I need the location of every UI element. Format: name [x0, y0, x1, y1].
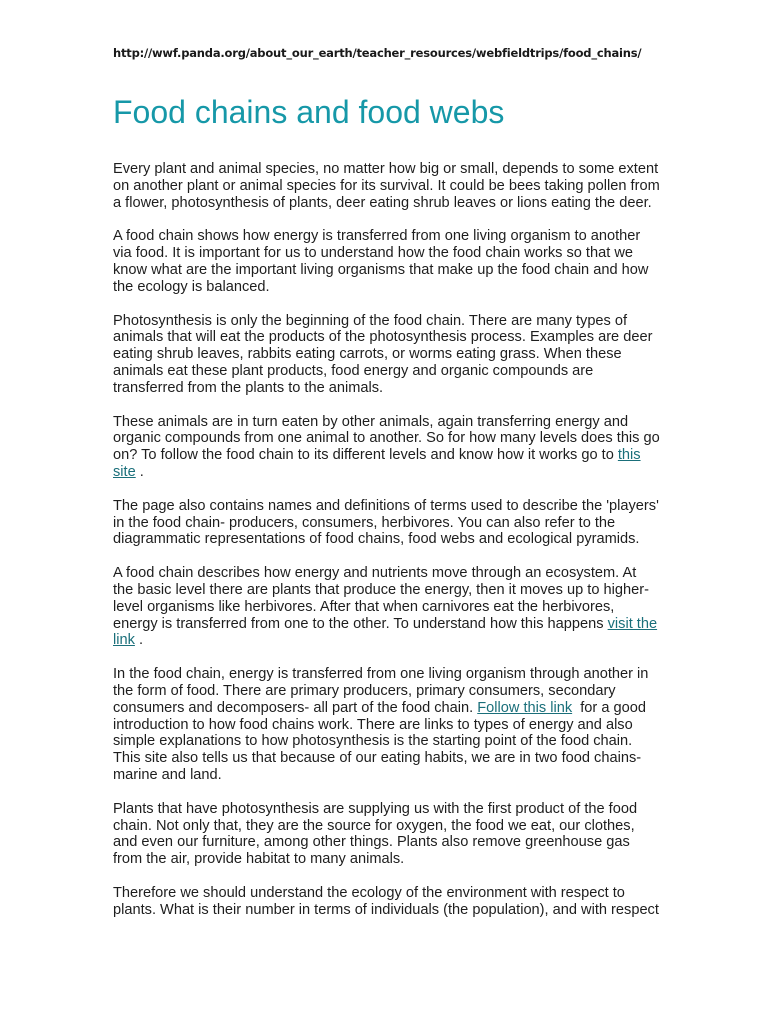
text-line: the form of food. There are primary producers, primary consumers, secondary [113, 682, 616, 699]
text-line: Plants that have photosynthesis are supplying us with the first product of the food [113, 800, 638, 817]
text-line: The page also contains names and definitions of terms used to describe the 'players' [113, 497, 659, 514]
text-line: on another plant or animal species for its survival. It could be bees taking pollen from [113, 177, 660, 194]
paragraph [113, 498, 661, 548]
text-line: animals eat these plant products, food energy and organic compounds are [113, 362, 594, 379]
article-body [113, 161, 661, 935]
text-line: via food. It is important for us to understand how the food chain works so that we [113, 245, 633, 262]
this-site-link-continued[interactable]: site [113, 463, 136, 480]
text-line: In the food chain, energy is transferred from one living organism through another in [113, 666, 649, 683]
text-line: Photosynthesis is only the beginning of the food chain. There are many types of [113, 312, 628, 329]
follow-this-link[interactable]: Follow this link [477, 699, 573, 716]
this-site-link[interactable]: this [617, 447, 641, 464]
text-line: introduction to how food chains work. There are links to types of energy and also [113, 716, 633, 733]
text-line: Every plant and animal species, no matter how big or small, depends to some extent [113, 161, 659, 177]
text-line: a flower, photosynthesis of plants, deer eating shrub leaves or lions eating the deer. [113, 194, 652, 211]
text-line: and even our furniture, among other things. Plants also remove greenhouse gas [113, 834, 630, 851]
text-line [113, 464, 661, 481]
visit-the-link[interactable]: visit the [607, 615, 658, 632]
text-line: animals that will eat the products of the photosynthesis process. Examples are deer [113, 329, 653, 346]
text-line: the ecology is balanced. [113, 278, 270, 295]
source-url: http://wwf.panda.org/about_our_earth/teacher_resources/webfieldtrips/food_chains/ [113, 46, 642, 60]
text-line: A food chain shows how energy is transferred from one living organism to another [113, 228, 641, 245]
text-line: Therefore we should understand the ecology of the environment with respect to [113, 884, 625, 901]
visit-the-link-continued[interactable]: link [113, 632, 135, 649]
text-line: know what are the important living organisms that make up the food chain and how [113, 261, 649, 278]
text-line: eating shrub leaves, rabbits eating carrots, or worms eating grass. When these [113, 346, 622, 363]
text-fragment: for a good [572, 699, 646, 716]
paragraph [113, 801, 661, 868]
text-fragment: . [134, 632, 144, 649]
text-line: diagrammatic representations of food chains, food webs and ecological pyramids. [113, 531, 640, 548]
text-line [113, 616, 661, 633]
text-fragment: consumers and decomposers- all part of the food chain. [113, 699, 478, 716]
text-fragment: on? To follow the food chain to its different levels and know how it works go to [113, 447, 618, 464]
text-line [113, 632, 661, 649]
text-line: level organisms like herbivores. After that when carnivores eat the herbivores, [113, 598, 615, 615]
text-line: transferred from the plants to the animals. [113, 379, 384, 396]
paragraph [113, 885, 661, 919]
paragraph [113, 565, 661, 649]
text-line: A food chain describes how energy and nutrients move through an ecosystem. At [113, 565, 637, 582]
paragraph [113, 228, 661, 295]
text-line: organic compounds from one animal to another. So for how many levels does this go [113, 430, 660, 447]
paragraph [113, 313, 661, 397]
text-line [113, 700, 661, 717]
text-line: the basic level there are plants that produce the energy, then it moves up to higher- [113, 581, 649, 598]
text-line: These animals are in turn eaten by other animals, again transferring energy and [113, 413, 629, 430]
text-line: simple explanations to how photosynthesis is the starting point of the food chain. [113, 733, 633, 750]
page-title: Food chains and food webs [113, 94, 505, 130]
text-line: plants. What is their number in terms of individuals (the population), and with respect [113, 901, 659, 918]
text-fragment: energy is transferred from one to the other. To understand how this happens [113, 615, 608, 632]
text-line [113, 447, 661, 464]
text-line: in the food chain- producers, consumers, herbivores. You can also refer to the [113, 514, 616, 531]
text-line: from the air, provide habitat to many animals. [113, 851, 405, 868]
text-fragment: . [135, 463, 144, 480]
paragraph [113, 666, 661, 784]
text-line: marine and land. [113, 766, 222, 783]
paragraph [113, 414, 661, 481]
paragraph [113, 161, 661, 211]
text-line: This site also tells us that because of our eating habits, we are in two food chains- [113, 750, 642, 767]
text-line: chain. Not only that, they are the source for oxygen, the food we eat, our clothes, [113, 817, 635, 834]
